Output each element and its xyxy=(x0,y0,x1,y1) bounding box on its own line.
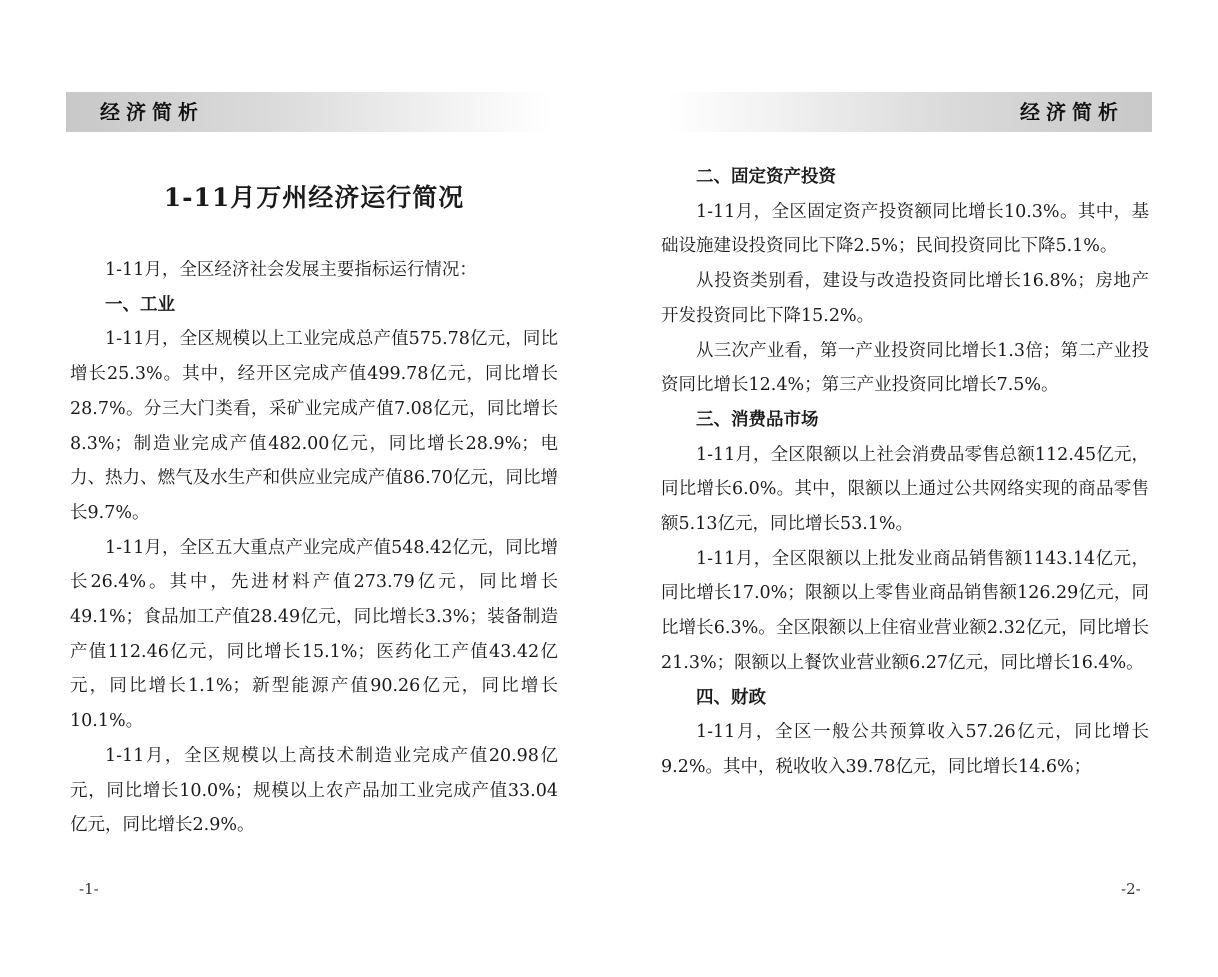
left-body xyxy=(70,253,558,843)
page-number: -2- xyxy=(1121,880,1141,898)
paragraph: 从三次产业看，第一产业投资同比增长1.3倍；第二产业投资同比增长12.4%；第三产业投资同比增长7.5%。 xyxy=(661,340,1149,396)
section-heading-investment: 二、固定资产投资 xyxy=(696,167,836,187)
paragraph: 1-11月，全区固定资产投资额同比增长10.3%。其中，基础设施建设投资同比下降2.5%；民间投资同比下降5.1%。 xyxy=(661,201,1149,257)
section-heading-finance: 四、财政 xyxy=(696,687,766,708)
paragraph: 1-11月，全区限额以上社会消费品零售总额112.45亿元，同比增长6.0%。其中，限额以上通过公共网络实现的商品零售额5.13亿元，同比增长53.1%。 xyxy=(661,444,1149,535)
intro-paragraph: 1-11月，全区经济社会发展主要指标运行情况： xyxy=(105,260,477,280)
paragraph: 从投资类别看，建设与改造投资同比增长16.8%；房地产开发投资同比下降15.2%。 xyxy=(661,271,1149,326)
document-title: 1-11月万州经济运行简况 xyxy=(163,183,465,212)
right-body xyxy=(661,160,1149,785)
page-header: 经济简析 xyxy=(66,92,552,132)
paragraph: 1-11月，全区限额以上批发业商品销售额1143.14亿元，同比增长17.0%；限额以上零售业商品销售额126.29亿元，同比增长6.3%。全区限额以上住宿业营业额2.32亿元，同比增长21.3%；限额以上餐饮业营业额6.27亿元，同比增长16.4%。 xyxy=(661,548,1149,673)
paragraph: 1-11月，全区规模以上工业完成总产值575.78亿元，同比增长25.3%。其中，经开区完成产值499.78亿元，同比增长28.7%。分三大门类看，采矿业完成产值7.08亿元，同比增长8.3%；制造业完成产值482.00亿元，同比增长28.9%；电力、热力、燃气及水生产和供应业完成产值86.70亿元，同比增长9.7%。 xyxy=(70,329,558,523)
paragraph: 1-11月，全区一般公共预算收入57.26亿元，同比增长9.2%。其中，税收收入39.78亿元，同比增长14.6%； xyxy=(661,722,1149,777)
right-page xyxy=(609,0,1218,977)
paragraph: 1-11月，全区规模以上高技术制造业完成产值20.98亿元，同比增长10.0%；规模以上农产品加工业完成产值33.04亿元，同比增长2.9%。 xyxy=(70,745,558,836)
page-header: 经济简析 xyxy=(666,92,1152,132)
paragraph: 1-11月，全区五大重点产业完成产值548.42亿元，同比增长26.4%。其中，先进材料产值273.79亿元，同比增长49.1%；食品加工产值28.49亿元，同比增长3.3%；装备制造产值112.46亿元，同比增长15.1%；医药化工产值43.42亿元，同比增长1.1%；新型能源产值90.26亿元，同比增长10.1%。 xyxy=(70,537,558,732)
page-number: -1- xyxy=(79,880,99,898)
section-heading-consumer-market: 三、消费品市场 xyxy=(696,409,819,430)
section-heading-industry: 一、工业 xyxy=(105,294,175,315)
